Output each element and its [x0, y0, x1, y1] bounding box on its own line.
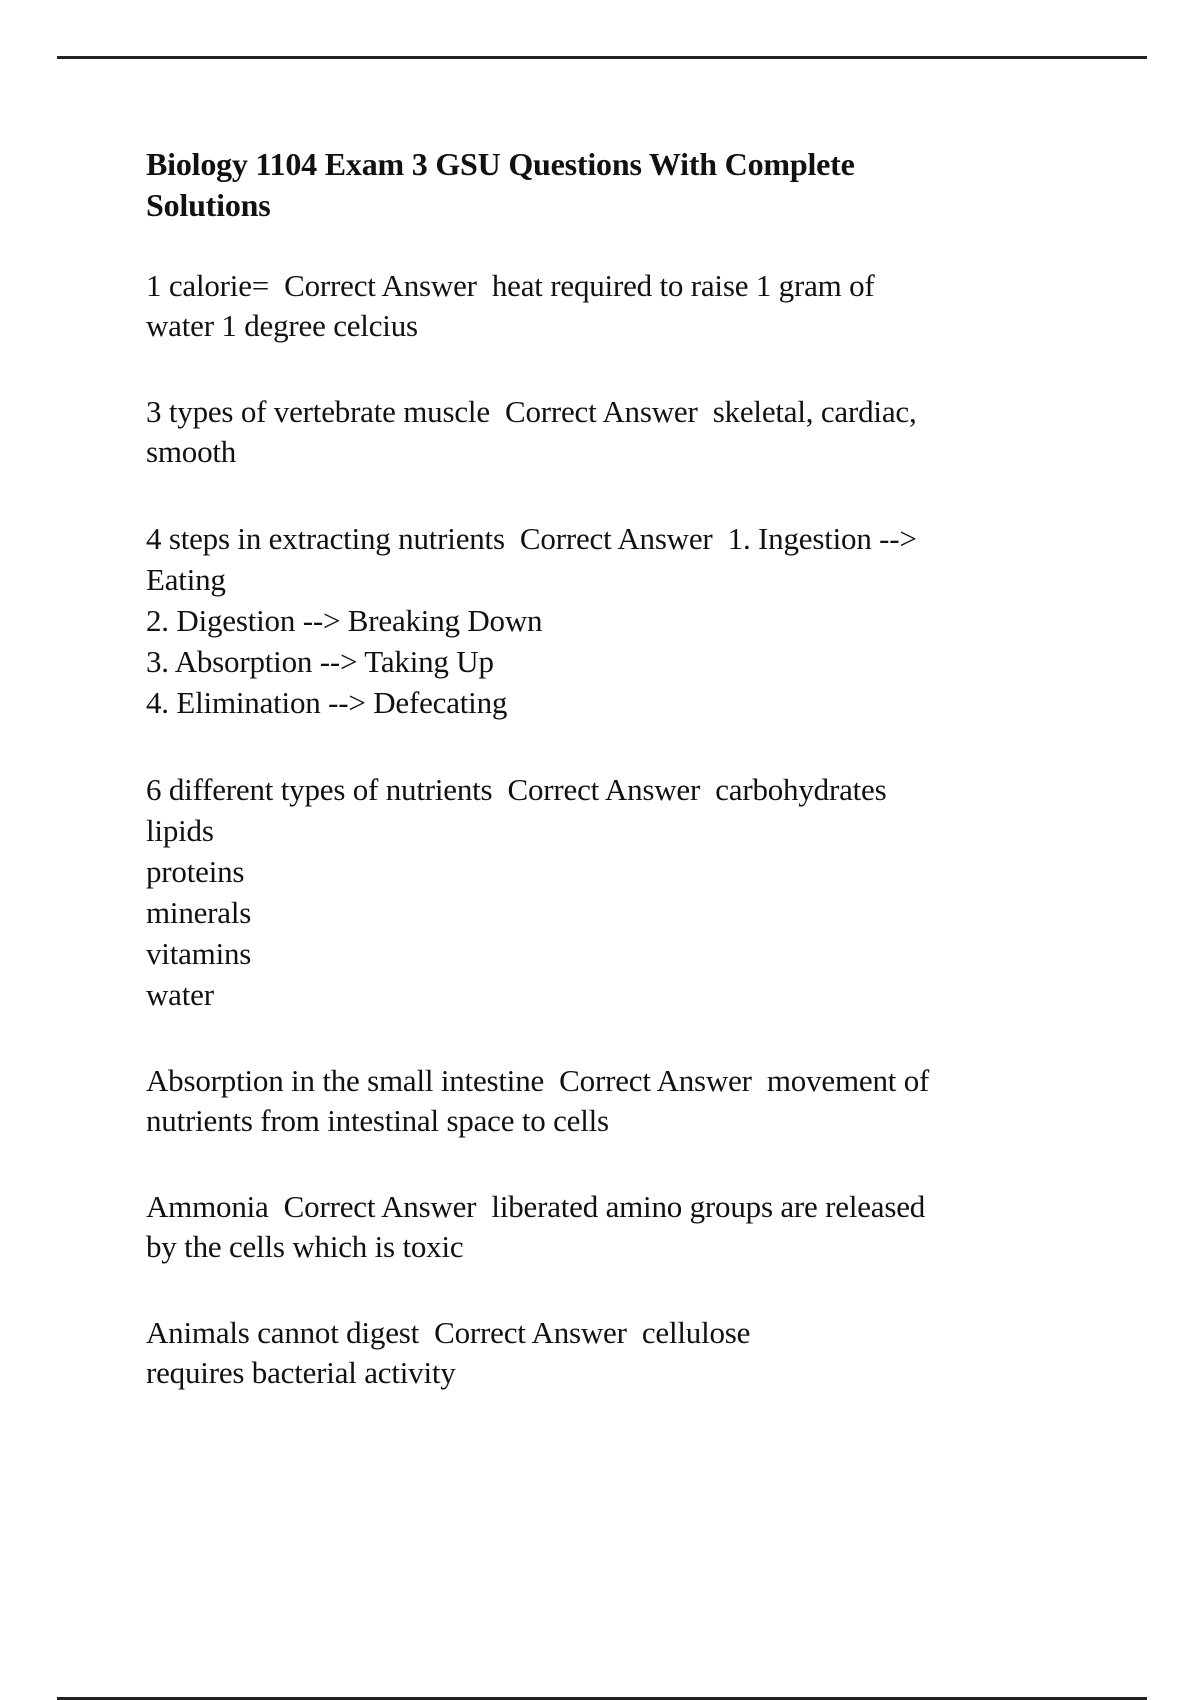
qa-line: Ammonia Correct Answer liberated amino groups are released: [146, 1189, 926, 1224]
qa-line: proteins: [146, 854, 245, 889]
qa-entry-ammonia: [146, 1187, 1086, 1267]
qa-line: Animals cannot digest Correct Answer cellulose: [146, 1315, 751, 1350]
qa-entry-nutrient-steps: [146, 518, 1086, 723]
qa-entry-absorption: [146, 1061, 1086, 1141]
qa-line: 4 steps in extracting nutrients Correct Answer 1. Ingestion -->: [146, 521, 917, 556]
qa-line: vitamins: [146, 936, 252, 971]
qa-line: 2. Digestion --> Breaking Down: [146, 603, 543, 638]
qa-line: requires bacterial activity: [146, 1355, 456, 1390]
qa-line: 1 calorie= Correct Answer heat required to raise 1 gram of: [146, 268, 875, 303]
qa-line: water 1 degree celcius: [146, 308, 418, 343]
qa-line: minerals: [146, 895, 252, 930]
qa-line: 4. Elimination --> Defecating: [146, 685, 508, 720]
qa-line: by the cells which is toxic: [146, 1229, 464, 1264]
qa-entry-nutrient-types: [146, 769, 1086, 1015]
qa-line: 3 types of vertebrate muscle Correct Answer skeletal, cardiac,: [146, 394, 917, 429]
qa-line: water: [146, 977, 214, 1012]
document-title: [146, 144, 1086, 226]
qa-line: 6 different types of nutrients Correct Answer carbohydrates: [146, 772, 887, 807]
qa-line: 3. Absorption --> Taking Up: [146, 644, 494, 679]
title-line: Solutions: [146, 187, 271, 223]
qa-line: Eating: [146, 562, 226, 597]
qa-entry-calorie: [146, 266, 1086, 346]
qa-line: nutrients from intestinal space to cells: [146, 1103, 609, 1138]
qa-line: Absorption in the small intestine Correct Answer movement of: [146, 1063, 930, 1098]
qa-entry-muscle-types: [146, 392, 1086, 472]
document-body: [146, 144, 1086, 1439]
header-rule: [57, 56, 1147, 59]
title-line: Biology 1104 Exam 3 GSU Questions With Complete: [146, 146, 855, 182]
qa-line: smooth: [146, 434, 237, 469]
qa-line: lipids: [146, 813, 214, 848]
qa-entry-cellulose: [146, 1313, 1086, 1393]
